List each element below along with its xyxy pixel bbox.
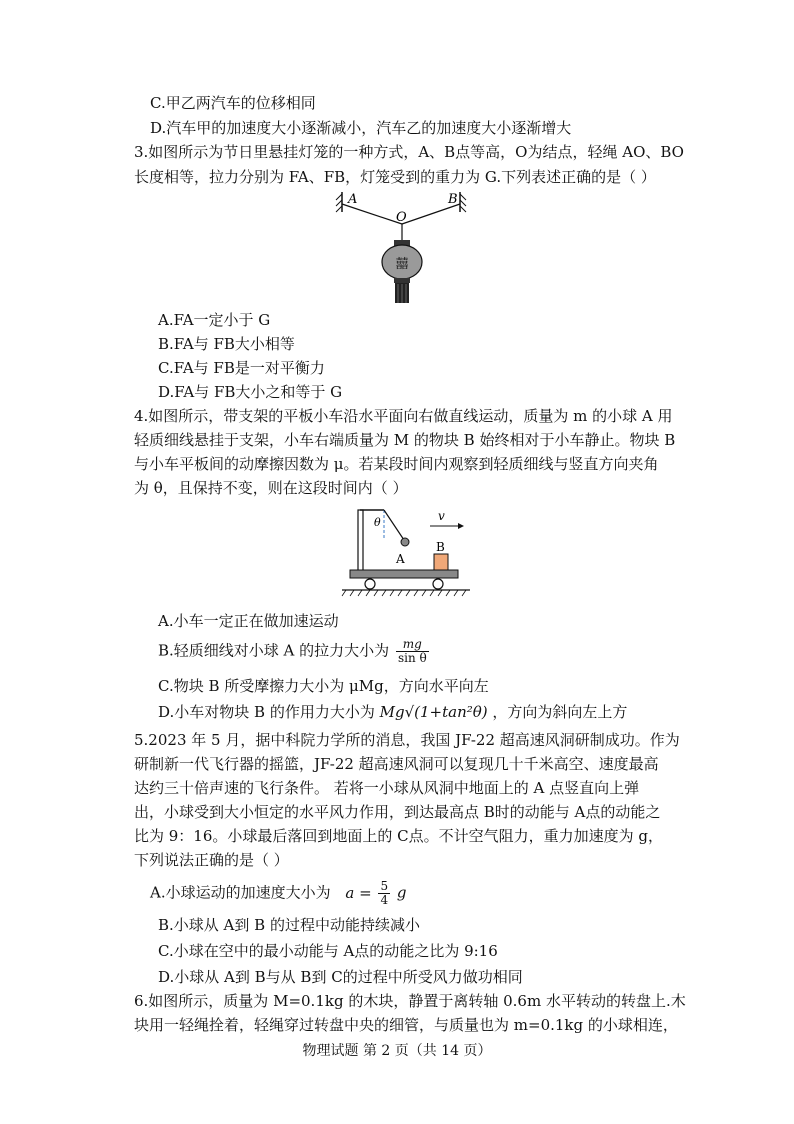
q5-option-a-fraction: [378, 880, 390, 907]
fig-ball-label: A: [396, 552, 405, 566]
fig-block-label: B: [436, 540, 445, 554]
q5-option-a: [150, 880, 406, 907]
q5-option-d: D.小球从 A到 B与从 B到 C的过程中所受风力做功相同: [158, 968, 523, 986]
q3-option-c: C.FA与 FB是一对平衡力: [158, 359, 325, 377]
q4-fraction-numerator: mg: [396, 638, 429, 652]
q5-option-c: C.小球在空中的最小动能与 A点的动能之比为 9:16: [158, 942, 498, 960]
q2-option-c: C.甲乙两汽车的位移相同: [150, 94, 316, 112]
q5-stem-line-6: 下列说法正确的是（ ）: [134, 851, 289, 869]
q5-option-a-lhs: a =: [345, 883, 372, 902]
fig-label-b: B: [448, 192, 458, 207]
fig-theta: θ: [374, 516, 381, 529]
q5-stem-line-4: 出，小球受到大小恒定的水平风力作用，到达最高点 B时的动能与 A点的动能之: [134, 803, 661, 821]
q3-option-b: B.FA与 FB大小相等: [158, 335, 295, 353]
q4-option-b-text: B.轻质细线对小球 A 的拉力大小为: [158, 641, 390, 660]
fig-label-o: O: [396, 210, 407, 225]
q5-stem-line-1: 5.2023 年 5 月，据中科院力学所的消息，我国 JF-22 超高速风洞研制成功。作为: [134, 731, 680, 749]
q4-option-b: [158, 638, 431, 665]
q5-option-a-g: g: [396, 883, 407, 902]
cart-figure: [340, 504, 490, 604]
page-footer: 物理试题 第 2 页（共 14 页）: [302, 1043, 492, 1059]
q4-stem-line-4: 为 θ，且保持不变，则在这段时间内（ ）: [134, 479, 408, 497]
q4-stem-line-3: 与小车平板间的动摩擦因数为 μ。若某段时间内观察到轻质细线与竖直方向夹角: [134, 455, 659, 473]
q5-fraction-denominator: 4: [380, 893, 389, 907]
q4-option-b-fraction: [396, 638, 429, 665]
q5-option-a-text: A.小球运动的加速度大小为: [150, 883, 331, 902]
fig-label-a: A: [348, 192, 358, 207]
q4-option-d-text: D.小车对物块 B 的作用力大小为: [158, 703, 375, 721]
q4-option-c: C.物块 B 所受摩擦力大小为 μMg，方向水平向左: [158, 677, 489, 695]
q4-stem-line-2: 轻质细线悬挂于支架，小车右端质量为 M 的物块 B 始终相对于小车静止。物块 B: [134, 431, 676, 449]
q3-option-a: A.FA一定小于 G: [158, 311, 271, 329]
lantern-character: 囍: [395, 257, 409, 272]
fig-velocity: v: [438, 509, 445, 523]
q5-fraction-numerator: 5: [380, 879, 389, 893]
q3-stem-line-2: 长度相等，拉力分别为 FA、FB，灯笼受到的重力为 G.下列表述正确的是（ ）: [134, 168, 656, 186]
q5-stem-line-5: 比为 9：16。小球最后落回到地面上的 C点。不计空气阻力，重力加速度为 g，: [134, 827, 664, 845]
q5-stem-line-3: 达约三十倍声速的飞行条件。 若将一小球从风洞中地面上的 A 点竖直向上弹: [134, 779, 640, 797]
q6-stem-line-1: 6.如图所示，质量为 M=0.1kg 的木块，静置于离转轴 0.6m 水平转动的转盘上.木: [134, 992, 686, 1010]
q2-option-d: D.汽车甲的加速度大小逐渐减小，汽车乙的加速度大小逐渐增大: [150, 119, 572, 137]
q6-stem-line-2: 块用一轻绳拴着，轻绳穿过转盘中央的细管，与质量也为 m=0.1kg 的小球相连，: [134, 1016, 678, 1034]
q4-option-d: [158, 701, 627, 723]
q4-option-d-suffix: ，方向为斜向左上方: [492, 703, 628, 721]
q5-stem-line-2: 研制新一代飞行器的摇篮，JF-22 超高速风洞可以复现几十千米高空、速度最高: [134, 755, 659, 773]
q4-stem-line-1: 4.如图所示，带支架的平板小车沿水平面向右做直线运动，质量为 m 的小球 A 用: [134, 407, 673, 425]
q4-option-d-formula: Mg√(1+tan²θ): [379, 703, 488, 721]
q5-option-b: B.小球从 A到 B 的过程中动能持续减小: [158, 916, 420, 934]
q4-option-a: A.小车一定正在做加速运动: [158, 612, 339, 630]
q4-fraction-denominator: sin θ: [397, 651, 427, 665]
lantern-figure: [330, 190, 480, 308]
q3-option-d: D.FA与 FB大小之和等于 G: [158, 383, 343, 401]
q3-stem-line-1: 3.如图所示为节日里悬挂灯笼的一种方式，A、B点等高，O为结点，轻绳 AO、BO: [134, 143, 684, 161]
